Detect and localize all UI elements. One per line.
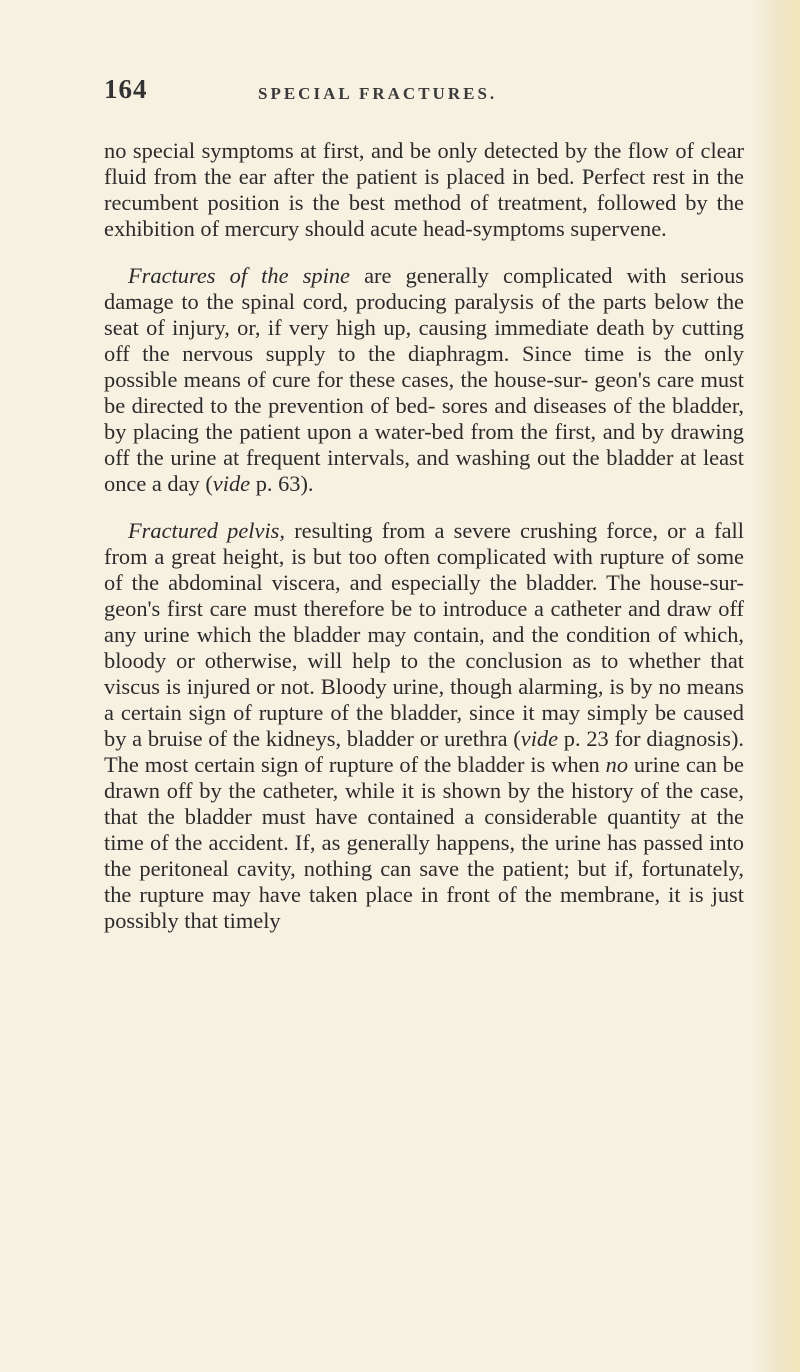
paragraph-3-vide: vide bbox=[520, 726, 559, 751]
paragraph-1 bbox=[104, 138, 744, 242]
paragraph-3-text-b: p. 23 for diagnosis). The most certain sign of rupture of the bladder is when bbox=[104, 726, 744, 777]
running-head: SPECIAL FRACTURES. bbox=[258, 84, 498, 103]
paragraph-2-vide: vide bbox=[212, 471, 251, 496]
paragraph-1-text: no special symptoms at first, and be only detected by the flow of clear fluid from the ear after the patient is placed in bed. Perfect rest in the recumbent position is the best method of treatment, followed by the exhibition of mercury should acute head-symptoms supervene. bbox=[104, 138, 744, 241]
page-header bbox=[104, 74, 744, 114]
paragraph-2-ref: p. 63). bbox=[250, 471, 314, 496]
paragraph-3-emph: no bbox=[605, 752, 629, 777]
paragraph-3-text-a: resulting from a severe crushing force, or a fall from a great height, is but too often complicated with rupture of some of the abdominal viscera, and especially the bladder. The house-sur- geon's first care must therefore be to introduce a catheter and draw off any urine which the bladder may contain, and the condition of which, bloody or otherwise, will help to the conclusion as to whether that viscus is injured or not. Bloody urine, though alarming, is by no means a certain sign of rupture of the bladder, since it may simply be caused by a bruise of the kidneys, bladder or urethra ( bbox=[104, 518, 744, 751]
body-text bbox=[104, 138, 744, 934]
page-number: 164 bbox=[104, 74, 148, 104]
paragraph-2-lead: Fractures of the spine bbox=[128, 263, 350, 288]
paragraph-3-lead: Fractured pelvis, bbox=[128, 518, 285, 543]
paragraph-3-text-c: urine can be drawn off by the catheter, while it is shown by the history of the case, that the bladder must have contained a considerable quantity at the time of the accident. If, as generally happens, the urine has passed into the peritoneal cavity, nothing can save the patient; but if, fortunately, the rupture may have taken place in front of the membrane, it is just possibly that timely bbox=[104, 752, 744, 933]
paragraph-spine-fractures bbox=[104, 263, 744, 497]
paragraph-fractured-pelvis bbox=[104, 518, 744, 934]
paragraph-2-text: are generally complicated with serious damage to the spinal cord, producing paralysis of the parts below the seat of injury, or, if very high up, causing immediate death by cutting off the nervous supply to the diaphragm. Since time is the only possible means of cure for these cases, the house-sur- geon's care must be directed to the prevention of bed- sores and diseases of the bladder, by placing the patient upon a water-bed from the first, and by drawing off the urine at frequent intervals, and washing out the bladder at least once a day ( bbox=[104, 263, 744, 496]
